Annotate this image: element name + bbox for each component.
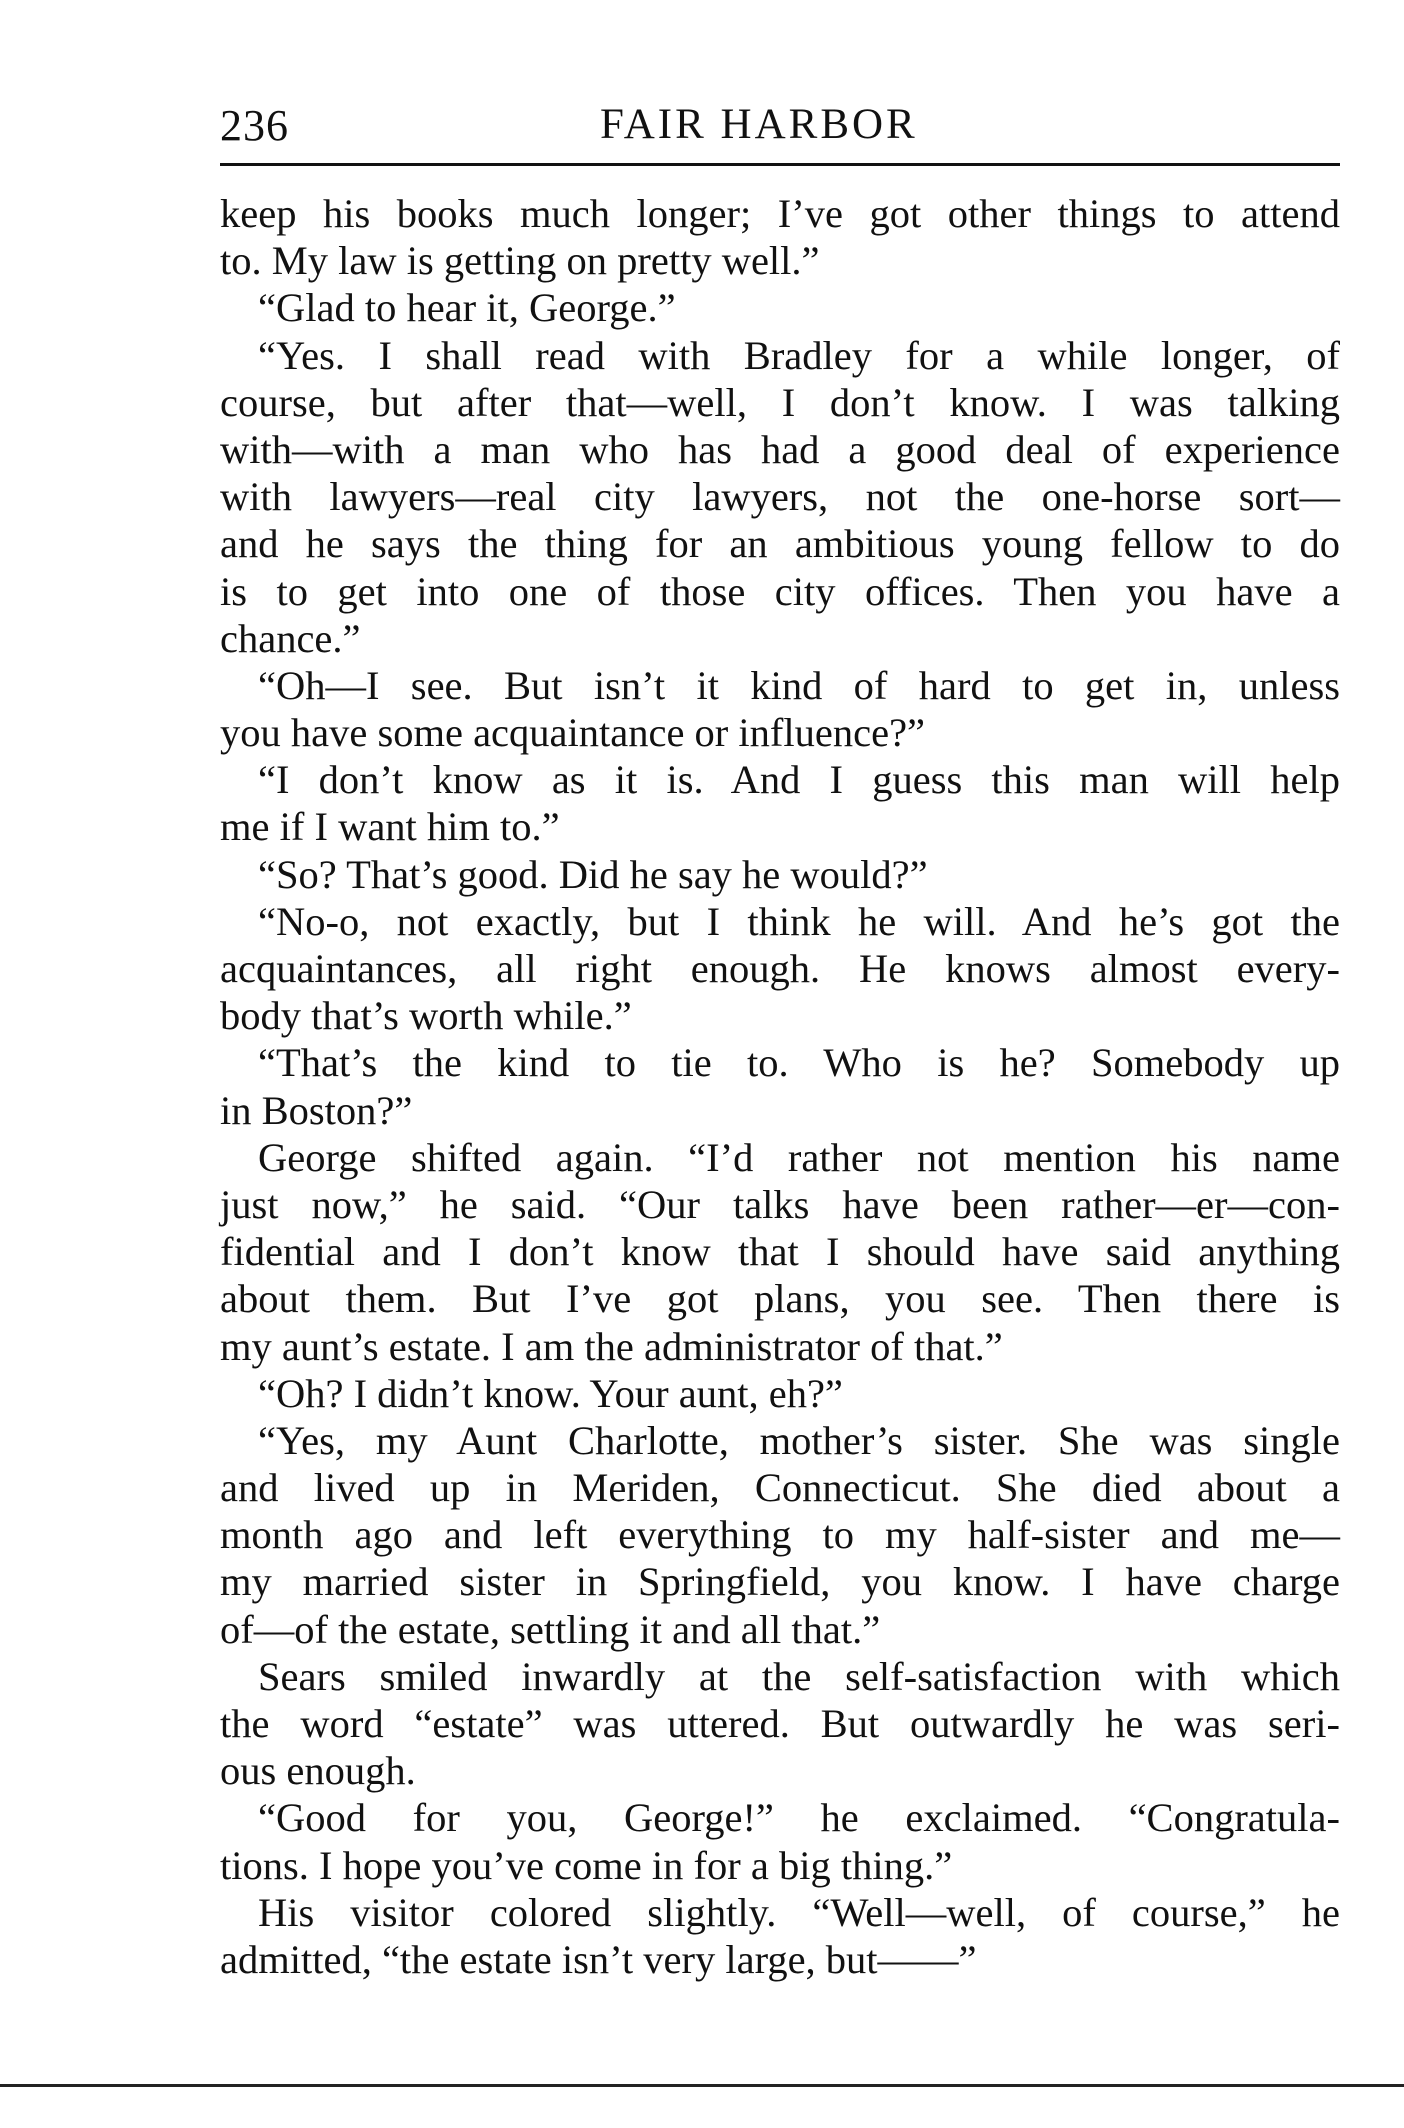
text-line: month ago and left everything to my half-sister and me— bbox=[220, 1512, 1340, 1558]
text-line: “That’s the kind to tie to. Who is he? Somebody up bbox=[258, 1040, 1340, 1086]
text-line: “Oh? I didn’t know. Your aunt, eh?” bbox=[258, 1370, 843, 1416]
text-line: in Boston?” bbox=[220, 1087, 413, 1133]
text-line: “Yes, my Aunt Charlotte, mother’s sister. She was single bbox=[258, 1417, 1340, 1463]
running-head bbox=[220, 100, 1340, 160]
text-line: and lived up in Meriden, Connecticut. She died about a bbox=[220, 1465, 1340, 1511]
text-line: “Yes. I shall read with Bradley for a while longer, of bbox=[258, 332, 1340, 378]
text-line: just now,” he said. “Our talks have been rather—er—con- bbox=[220, 1181, 1340, 1227]
text-line: “Oh—I see. But isn’t it kind of hard to get in, unless bbox=[258, 662, 1340, 708]
text-line: and he says the thing for an ambitious young fellow to do bbox=[220, 521, 1340, 567]
body-text bbox=[220, 190, 1340, 1983]
text-line: “No-o, not exactly, but I think he will. And he’s got the bbox=[258, 898, 1340, 944]
text-line: you have some acquaintance or influence?” bbox=[220, 710, 926, 756]
text-line: with lawyers—real city lawyers, not the one-horse sort— bbox=[220, 474, 1340, 520]
header-rule bbox=[220, 163, 1340, 166]
text-line: is to get into one of those city offices. Then you have a bbox=[220, 568, 1340, 614]
text-line: keep his books much longer; I’ve got other things to attend bbox=[220, 191, 1340, 236]
text-line: George shifted again. “I’d rather not mention his name bbox=[258, 1134, 1340, 1180]
text-line: of—of the estate, settling it and all that.” bbox=[220, 1606, 881, 1652]
footer-rule bbox=[0, 2084, 1404, 2087]
text-line: ous enough. bbox=[220, 1748, 416, 1794]
text-line: “So? That’s good. Did he say he would?” bbox=[258, 851, 928, 897]
text-line: tions. I hope you’ve come in for a big thing.” bbox=[220, 1842, 953, 1888]
text-line: with—with a man who has had a good deal of experience bbox=[220, 426, 1340, 472]
text-line: my married sister in Springfield, you know. I have charge bbox=[220, 1559, 1340, 1605]
text-line: Sears smiled inwardly at the self-satisfaction with which bbox=[258, 1653, 1340, 1699]
text-line: fidential and I don’t know that I should have said anything bbox=[220, 1229, 1340, 1275]
text-line: admitted, “the estate isn’t very large, but——” bbox=[220, 1936, 977, 1982]
text-line: to. My law is getting on pretty well.” bbox=[220, 238, 820, 284]
text-line: about them. But I’ve got plans, you see. Then there is bbox=[220, 1276, 1340, 1322]
text-line: me if I want him to.” bbox=[220, 804, 560, 850]
text-line: “Glad to hear it, George.” bbox=[258, 285, 676, 331]
page-number: 236 bbox=[220, 101, 289, 150]
text-line: chance.” bbox=[220, 615, 361, 661]
text-line: course, but after that—well, I don’t know. I was talking bbox=[220, 379, 1340, 425]
running-title: FAIR HARBOR bbox=[600, 101, 918, 148]
text-line: my aunt’s estate. I am the administrator of that.” bbox=[220, 1323, 1003, 1369]
text-line: His visitor colored slightly. “Well—well, of course,” he bbox=[258, 1889, 1340, 1935]
text-line: “I don’t know as it is. And I guess this man will help bbox=[258, 757, 1340, 803]
text-line: acquaintances, all right enough. He knows almost every- bbox=[220, 946, 1340, 991]
text-line: the word “estate” was uttered. But outwardly he was seri- bbox=[220, 1701, 1340, 1746]
text-line: “Good for you, George!” he exclaimed. “Congratula- bbox=[258, 1795, 1340, 1841]
text-line: body that’s worth while.” bbox=[220, 993, 632, 1039]
